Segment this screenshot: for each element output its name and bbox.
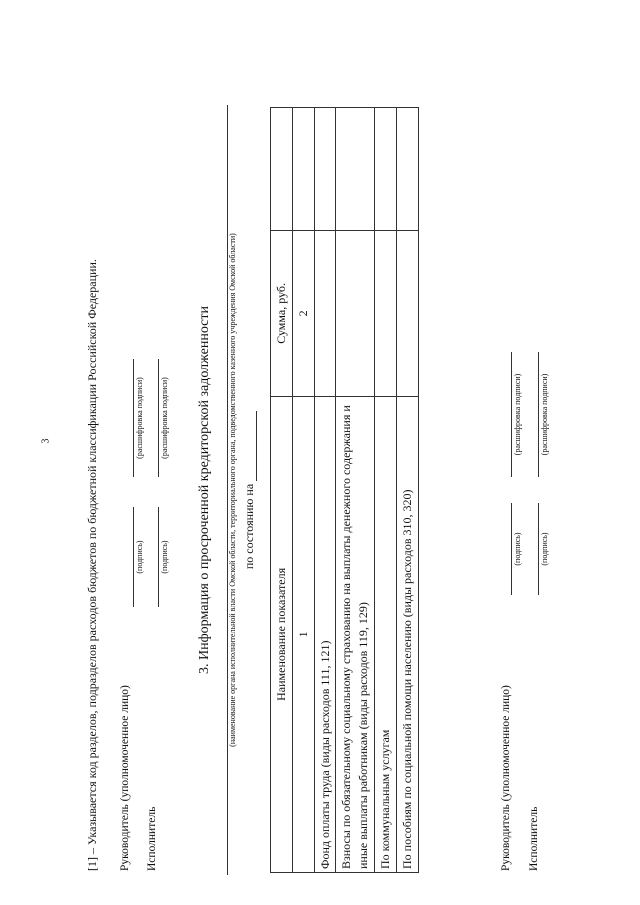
- landscape-content: [85, 105, 585, 875]
- row-label: По пособиям по социальной помощи населению (виды расходов 310, 320): [396, 396, 418, 872]
- decoding-caption: (расшифровка подписи): [160, 377, 169, 459]
- row-extra: [374, 108, 396, 231]
- page-number: 3: [40, 438, 52, 444]
- column-number: [292, 108, 314, 231]
- section-title: 3. Информация о просроченной кредиторской задолженности: [197, 306, 212, 674]
- row-extra: [336, 108, 375, 231]
- column-number: 1: [292, 396, 314, 872]
- executor-label-bottom: Исполнитель: [528, 806, 540, 871]
- signature-caption: (подпись): [135, 540, 144, 574]
- row-label: По коммунальным услугам: [374, 396, 396, 872]
- row-sum: [336, 230, 375, 396]
- overdue-debt-table: [270, 107, 419, 873]
- executor-label-top: Исполнитель: [146, 806, 158, 871]
- decoding-line-top-head: [133, 359, 134, 477]
- header-sum: Сумма, руб.: [271, 230, 293, 396]
- row-sum: [374, 230, 396, 396]
- header-indicator: Наименование показателя: [271, 396, 293, 872]
- decoding-line-bottom-exec: [538, 352, 539, 477]
- row-label: Фонд оплаты труда (виды расходов 111, 121): [314, 396, 336, 872]
- signature-line-top-exec: [158, 507, 159, 607]
- table-row: [374, 108, 396, 873]
- row-sum: [396, 230, 418, 396]
- header-extra: [271, 108, 293, 231]
- decoding-caption: (расшифровка подписи): [135, 377, 144, 459]
- table-number-row: [292, 108, 314, 873]
- decoding-line-bottom-head: [511, 352, 512, 477]
- row-extra: [396, 108, 418, 231]
- row-sum: [314, 230, 336, 396]
- table-row: [336, 108, 375, 873]
- signature-line-bottom-head: [511, 503, 512, 595]
- signature-caption: (подпись): [513, 532, 522, 566]
- decoding-caption: (расшифровка подписи): [513, 373, 522, 456]
- column-number: 2: [292, 230, 314, 396]
- as-of-label: по состоянию на: [242, 483, 256, 570]
- table-row: [396, 108, 418, 873]
- head-label-bottom: Руководитель (уполномоченное лицо): [500, 685, 512, 871]
- decoding-caption: (расшифровка подписи): [540, 373, 549, 456]
- decoding-line-top-exec: [158, 359, 159, 477]
- footnote: [1] – Указывается код разделов, подразделов расходов бюджетов по бюджетной классификации Российской Федерации.: [85, 259, 99, 871]
- table-header-row: [271, 108, 293, 873]
- table-row: [314, 108, 336, 873]
- head-label-top: Руководитель (уполномоченное лицо): [119, 685, 131, 871]
- signature-line-top-head: [133, 507, 134, 607]
- as-of-date-blank: [245, 411, 257, 481]
- signature-line-bottom-exec: [538, 503, 539, 595]
- as-of-date: [242, 105, 257, 875]
- row-extra: [314, 108, 336, 231]
- org-caption: (наименование органа исполнительной власти Омской области, территориального органа, подведомственного казенного учреждения Омской области): [228, 233, 237, 747]
- signature-caption: (подпись): [540, 532, 549, 566]
- row-label: Взносы по обязательному социальному страхованию на выплаты денежного содержания и иные выплаты работникам (виды расходов 119, 129): [336, 396, 375, 872]
- signature-caption: (подпись): [160, 540, 169, 574]
